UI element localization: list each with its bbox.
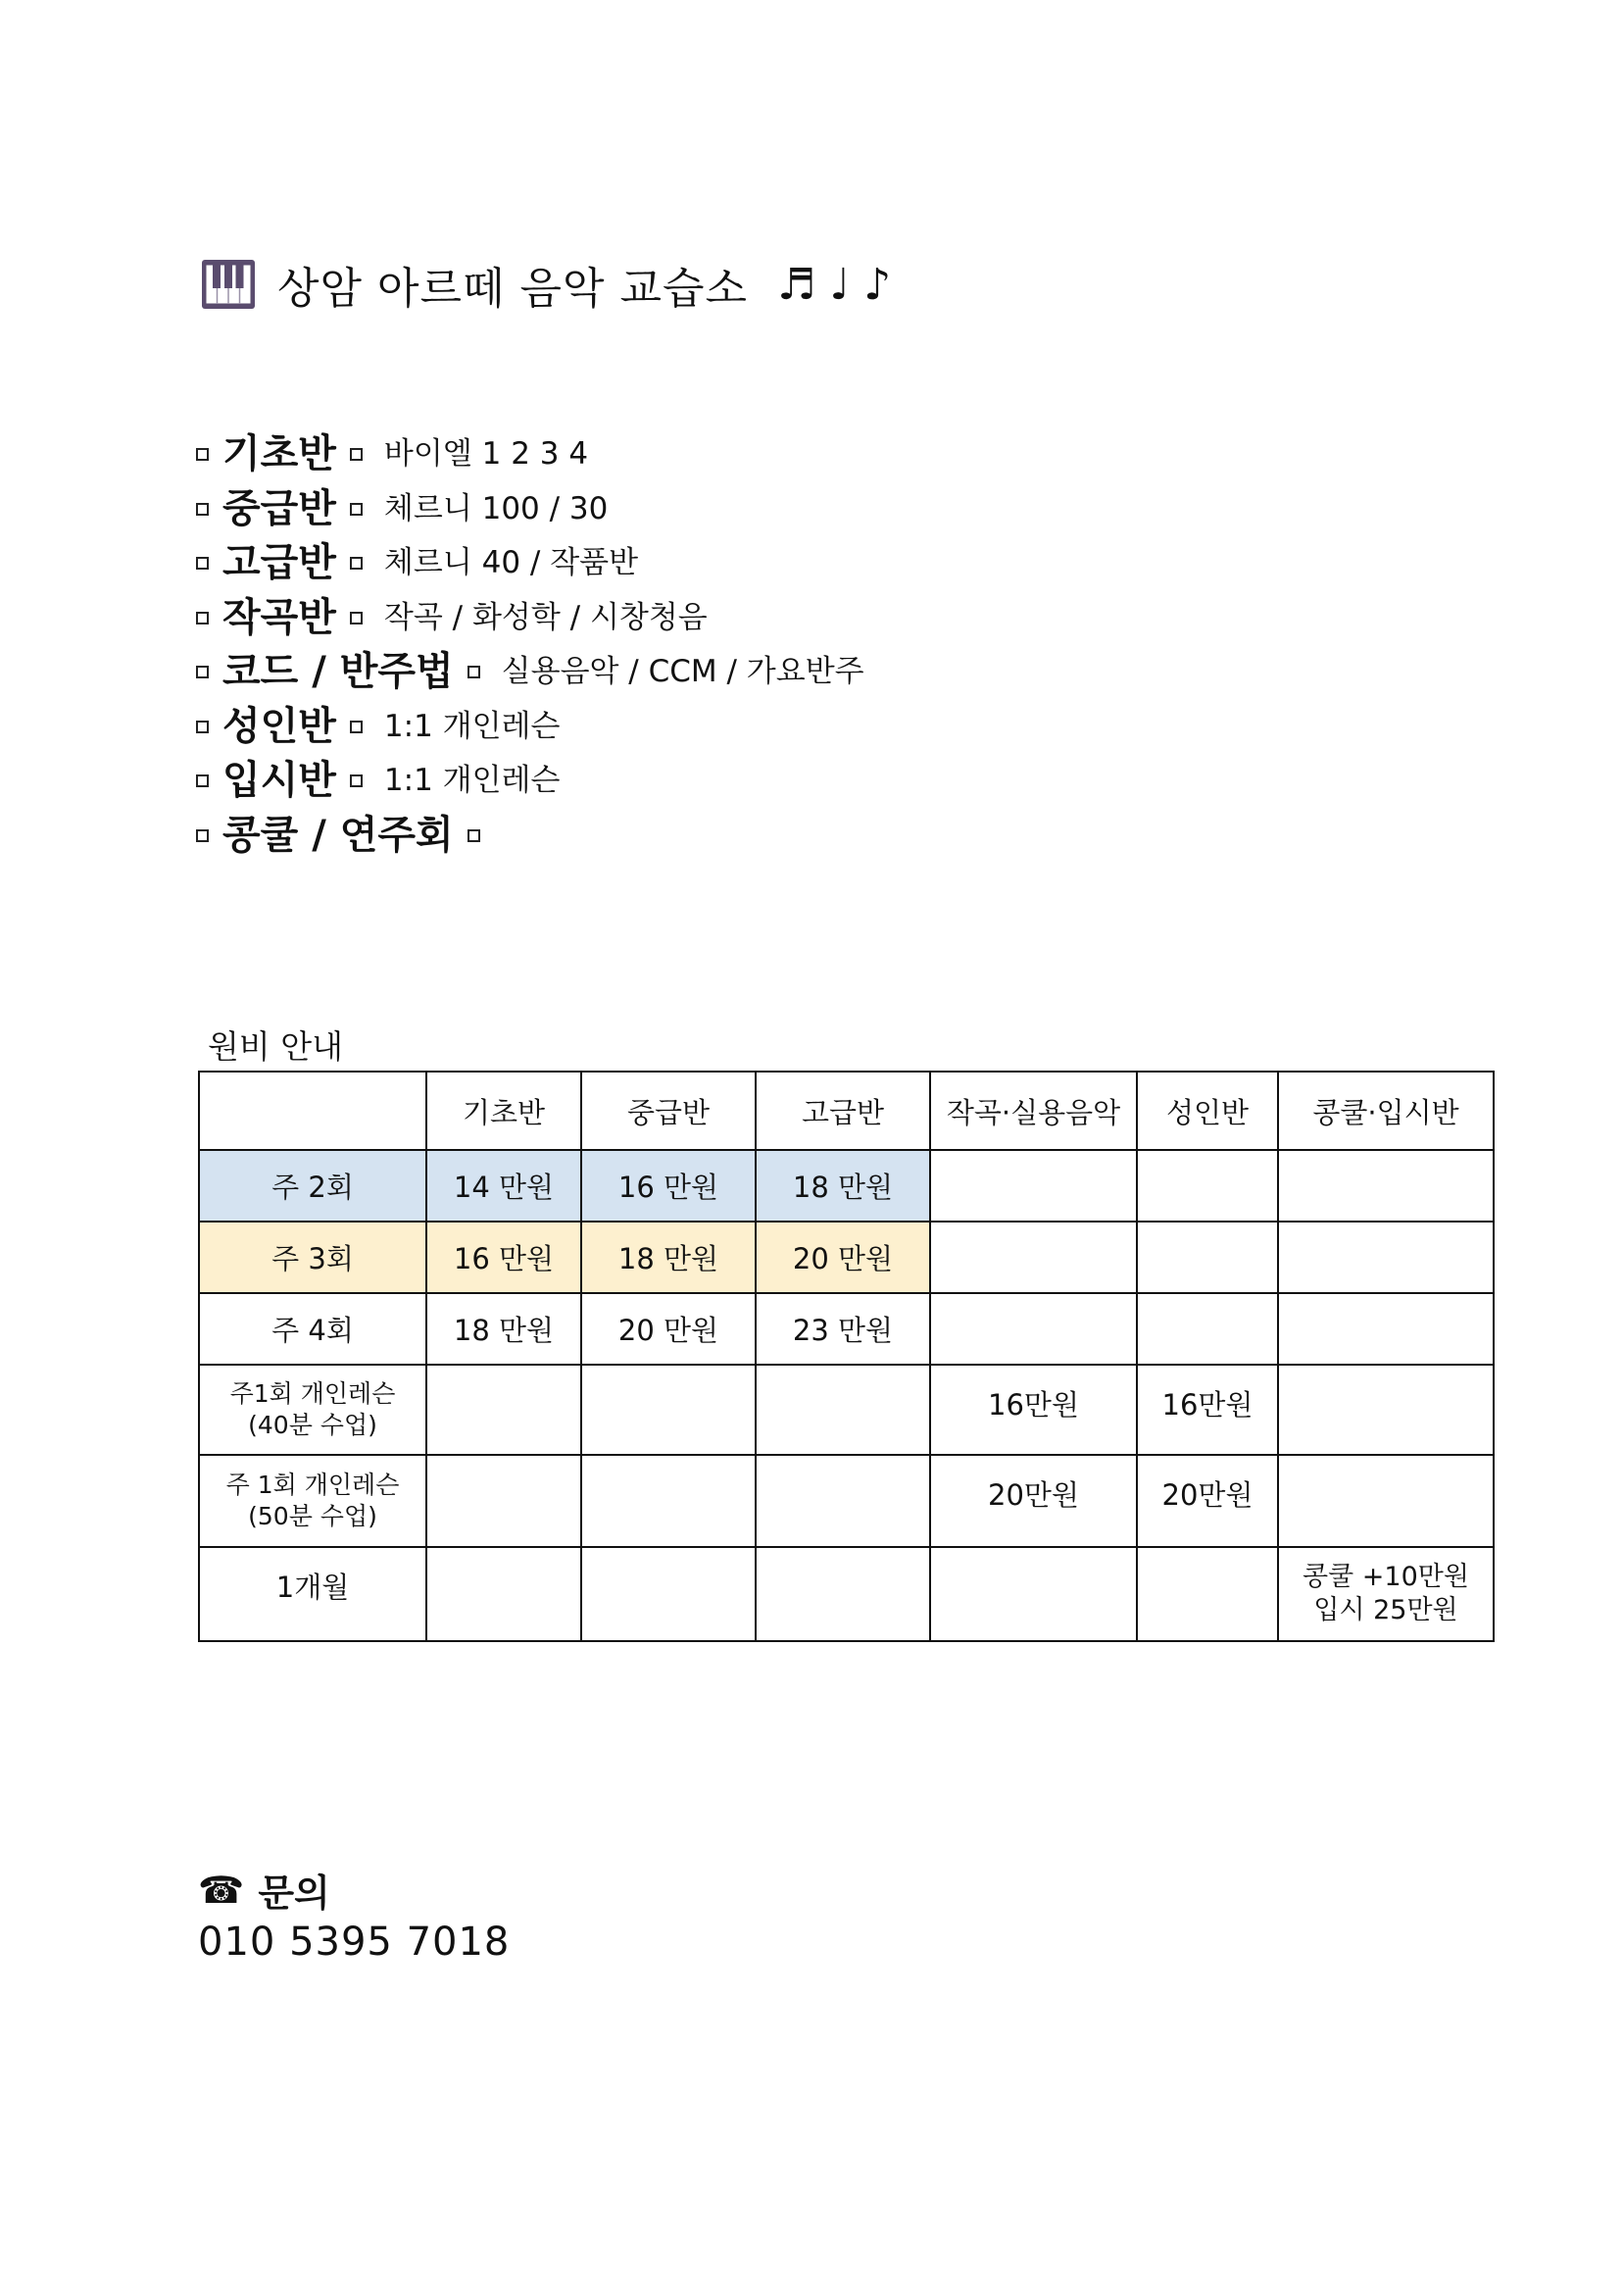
row-label: 주 2회	[199, 1150, 426, 1222]
course-name: 입시반	[222, 758, 336, 804]
course-desc: 1:1 개인레슨	[383, 763, 561, 799]
table-cell	[1278, 1365, 1494, 1455]
course-desc: 체르니 40 / 작품반	[383, 545, 639, 581]
table-cell	[426, 1365, 581, 1455]
course-item-concours	[196, 805, 864, 860]
row-label: 주 4회	[199, 1293, 426, 1365]
music-notes-icon: ♬ ♩ ♪	[777, 259, 892, 310]
checkbox-icon	[196, 612, 209, 624]
table-cell	[426, 1455, 581, 1547]
table-row	[199, 1455, 1494, 1547]
row-label: 1개월	[199, 1547, 426, 1641]
course-desc: 체르니 100 / 30	[383, 490, 609, 526]
table-cell	[1278, 1150, 1494, 1222]
table-header-cell: 고급반	[756, 1072, 930, 1150]
table-row	[199, 1150, 1494, 1222]
table-cell: 18 만원	[426, 1293, 581, 1365]
row-label-line: (40분 수업)	[248, 1411, 377, 1439]
checkbox-icon	[350, 774, 363, 787]
table-cell	[581, 1455, 756, 1547]
checkbox-icon	[350, 721, 363, 733]
checkbox-icon	[467, 829, 480, 842]
table-cell	[756, 1365, 930, 1455]
table-header-cell: 콩쿨·입시반	[1278, 1072, 1494, 1150]
table-cell	[1278, 1455, 1494, 1547]
table-cell: 16만원	[930, 1365, 1137, 1455]
course-list	[196, 424, 864, 859]
telephone-icon: ☎	[198, 1868, 245, 1912]
course-desc: 실용음악 / CCM / 가요반주	[501, 654, 864, 690]
table-row	[199, 1547, 1494, 1641]
course-item-composition	[196, 587, 864, 642]
table-header-cell	[199, 1072, 426, 1150]
checkbox-icon	[350, 612, 363, 624]
table-header-cell: 기초반	[426, 1072, 581, 1150]
table-header-row	[199, 1072, 1494, 1150]
table-cell	[1278, 1293, 1494, 1365]
fee-table	[198, 1071, 1495, 1642]
course-name: 성인반	[222, 703, 336, 749]
table-header-cell: 작곡·실용음악	[930, 1072, 1137, 1150]
table-cell: 14 만원	[426, 1150, 581, 1222]
checkbox-icon	[196, 557, 209, 570]
course-item-adult	[196, 696, 864, 751]
table-header-cell: 중급반	[581, 1072, 756, 1150]
course-item-basic	[196, 424, 864, 478]
row-label-line: 주1회 개인레슨	[229, 1379, 396, 1408]
checkbox-icon	[350, 557, 363, 570]
table-cell	[1278, 1222, 1494, 1293]
table-cell: 20 만원	[756, 1222, 930, 1293]
piano-keys-icon	[201, 259, 256, 310]
course-name: 콩쿨 / 연주회	[222, 812, 454, 858]
course-item-chord	[196, 641, 864, 696]
course-item-advanced	[196, 532, 864, 587]
table-cell: 18 만원	[581, 1222, 756, 1293]
course-name: 기초반	[222, 431, 336, 477]
checkbox-icon	[196, 774, 209, 787]
table-row	[199, 1222, 1494, 1293]
course-name: 중급반	[222, 485, 336, 531]
note-line: 입시 25만원	[1313, 1595, 1458, 1625]
course-desc: 작곡 / 화성학 / 시창청음	[383, 599, 708, 635]
contact-phone-number: 010 5395 7018	[198, 1920, 511, 1965]
table-row	[199, 1365, 1494, 1455]
table-cell: 16만원	[1137, 1365, 1278, 1455]
course-item-intermediate	[196, 478, 864, 533]
checkbox-icon	[196, 721, 209, 733]
course-desc: 바이엘 1 2 3 4	[383, 436, 589, 473]
row-label	[199, 1365, 426, 1455]
checkbox-icon	[467, 666, 480, 678]
table-header-cell: 성인반	[1137, 1072, 1278, 1150]
page-title: 상암 아르떼 음악 교습소	[277, 264, 748, 314]
checkbox-icon	[196, 829, 209, 842]
course-name: 고급반	[222, 540, 336, 586]
table-cell: 20만원	[930, 1455, 1137, 1547]
table-cell	[1137, 1293, 1278, 1365]
table-cell: 16 만원	[581, 1150, 756, 1222]
table-cell	[930, 1150, 1137, 1222]
table-cell	[426, 1547, 581, 1641]
table-cell	[930, 1547, 1137, 1641]
table-cell	[581, 1547, 756, 1641]
table-cell: 20 만원	[581, 1293, 756, 1365]
table-cell	[1137, 1222, 1278, 1293]
course-name: 작곡반	[222, 594, 336, 640]
course-desc: 1:1 개인레슨	[383, 708, 561, 744]
checkbox-icon	[350, 503, 363, 516]
page-header	[201, 250, 891, 319]
table-cell	[930, 1293, 1137, 1365]
row-label	[199, 1455, 426, 1547]
row-label: 주 3회	[199, 1222, 426, 1293]
table-cell: 23 만원	[756, 1293, 930, 1365]
row-label-line: (50분 수업)	[248, 1502, 377, 1530]
fee-caption: 원비 안내	[208, 1027, 344, 1066]
table-cell: 18 만원	[756, 1150, 930, 1222]
course-item-entrance	[196, 750, 864, 805]
contact-heading-label: 문의	[258, 1872, 330, 1915]
table-cell: 20만원	[1137, 1455, 1278, 1547]
row-label-line: 주 1회 개인레슨	[225, 1471, 400, 1499]
table-cell	[581, 1365, 756, 1455]
table-cell	[1137, 1150, 1278, 1222]
note-line: 콩쿨 +10만원	[1303, 1562, 1469, 1592]
table-cell	[756, 1455, 930, 1547]
concours-fee-note	[1278, 1547, 1494, 1641]
table-row	[199, 1293, 1494, 1365]
table-cell: 16 만원	[426, 1222, 581, 1293]
course-name: 코드 / 반주법	[222, 649, 454, 695]
checkbox-icon	[196, 503, 209, 516]
table-cell	[756, 1547, 930, 1641]
checkbox-icon	[350, 448, 363, 461]
contact-heading	[198, 1863, 330, 1917]
table-cell	[930, 1222, 1137, 1293]
table-cell	[1137, 1547, 1278, 1641]
checkbox-icon	[196, 666, 209, 678]
checkbox-icon	[196, 448, 209, 461]
